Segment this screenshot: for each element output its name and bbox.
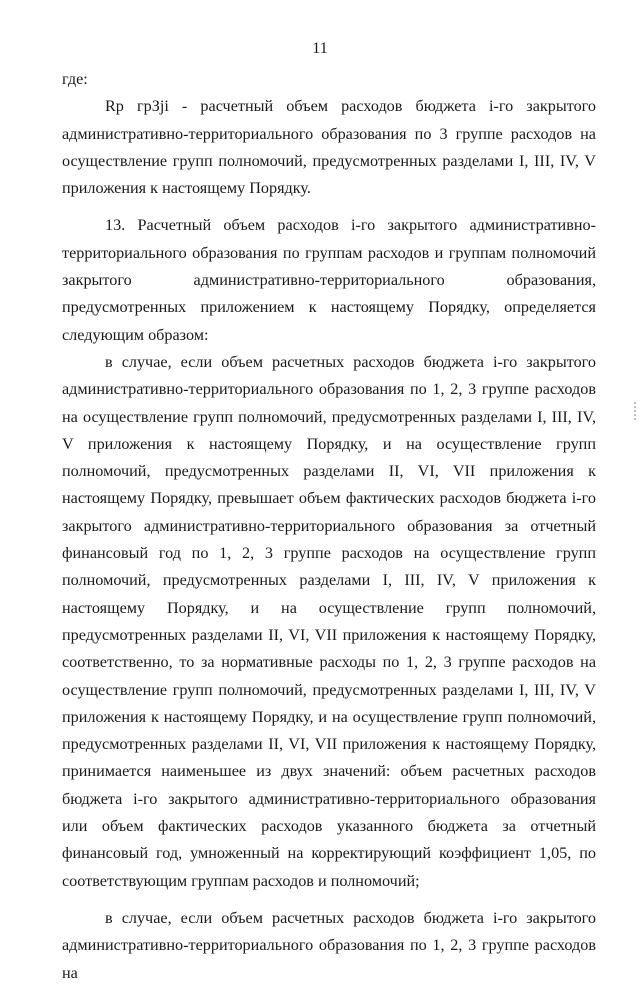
document-body [62, 66, 596, 987]
paragraph-case-1: в случае, если объем расчетных расходов бюджета i-го закрытого административно-территориального образования по 1, 2, 3 группе расходов на осуществление групп полномочий, предусмотренных разделами I, III, IV, V приложения к настоящему Порядку, и на осуществление групп полномочий, предусмотренных разделами II, VI, VII приложения к настоящему Порядку, превышает объем фактических расходов бюджета i-го закрытого административно-территориального образования за отчетный финансовый год по 1, 2, 3 группе расходов на осуществление групп полномочий, предусмотренных разделами I, III, IV, V приложения к настоящему Порядку, и на осуществление групп полномочий, предусмотренных разделами II, VI, VII приложения к настоящему Порядку, соответственно, то за нормативные расходы по 1, 2, 3 группе расходов на осуществление групп полномочий, предусмотренных разделами I, III, IV, V приложения к настоящему Порядку, и на осуществление групп полномочий, предусмотренных разделами II, VI, VII приложения к настоящему Порядку, принимается наименьшее из двух значений: объем расчетных расходов бюджета i-го закрытого административно-территориального образования или объем фактических расходов указанного бюджета за отчетный финансовый год, умноженный на корректирующий коэффициент 1,05, по соответствующим группам расходов и полномочий; [62, 352, 596, 890]
paragraph-case-2: в случае, если объем расчетных расходов бюджета i-го закрытого административно-территориального образования по 1, 2, 3 группе расходов на [62, 908, 596, 982]
scan-edge-mark [634, 402, 636, 420]
page-number: 11 [312, 40, 328, 57]
paragraph-where-label: где: [62, 70, 88, 88]
paragraph-definition: Rр грЗji - расчетный объем расходов бюджета i-го закрытого административно-территориального образования по 3 группе расходов на осуществление групп полномочий, предусмотренных разделами I, III, IV, V приложения к настоящему Порядку. [62, 97, 596, 198]
paragraph-clause-13: 13. Расчетный объем расходов i-го закрытого административно-территориального образования по группам расходов и группам полномочий закрытого административно-территориального образования, предусмотренных приложением к настоящему Порядку, определяется следующим образом: [62, 216, 596, 344]
